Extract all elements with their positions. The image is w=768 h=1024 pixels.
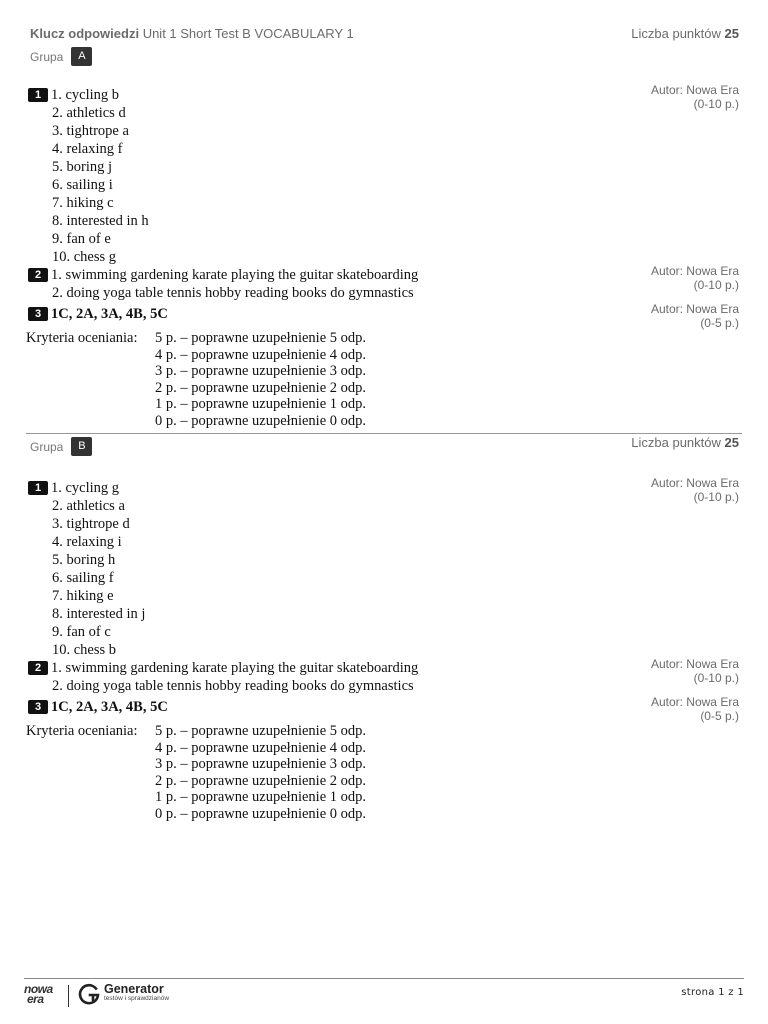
points-total-a <box>631 26 739 41</box>
criteria-row: 4 p. – poprawne uzupełnienie 4 odp. <box>155 346 367 363</box>
task-1-author-a <box>651 84 739 111</box>
answer-item: 1C, 2A, 3A, 4B, 5C <box>51 699 168 715</box>
answer-item: 2. athletics a <box>52 498 125 514</box>
criteria-label: Kryteria oceniania: <box>26 723 138 739</box>
criteria-label: Kryteria oceniania: <box>26 330 138 346</box>
author-label: Autor: Nowa Era <box>650 476 739 490</box>
points-range: (0-5 p.) <box>700 708 739 723</box>
task-1-group-a <box>28 86 149 266</box>
points-label: Liczba punktów <box>631 435 721 450</box>
answer-item: 7. hiking e <box>52 588 114 604</box>
criteria-row: 0 p. – poprawne uzupełnienie 0 odp. <box>155 412 367 429</box>
criteria-row: 0 p. – poprawne uzupełnienie 0 odp. <box>155 805 367 822</box>
answer-item: 2. doing yoga table tennis hobby reading books do gymnastics <box>52 285 414 301</box>
task-2-author-a <box>651 265 739 292</box>
author-label: Autor: Nowa Era <box>650 657 739 671</box>
generator-g-icon <box>77 982 101 1006</box>
points-range: (0-10 p.) <box>693 670 739 685</box>
answer-item: 8. interested in j <box>52 606 146 622</box>
points-label: Liczba punktów <box>631 26 721 41</box>
task-3-author-b <box>651 696 739 723</box>
answer-item: 9. fan of e <box>52 231 111 247</box>
author-label: Autor: Nowa Era <box>650 695 739 709</box>
criteria-row: 5 p. – poprawne uzupełnienie 5 odp. <box>155 330 367 346</box>
answer-item: 1C, 2A, 3A, 4B, 5C <box>51 306 168 322</box>
points-range: (0-10 p.) <box>693 489 739 504</box>
task-2-group-b <box>28 659 418 695</box>
task-number-badge: 2 <box>28 268 48 282</box>
points-total-b <box>631 435 739 450</box>
answer-item: 5. boring j <box>52 159 113 175</box>
answer-item: 10. chess g <box>52 249 117 265</box>
answer-item: 2. athletics d <box>52 105 126 121</box>
answer-item: 4. relaxing f <box>52 141 123 157</box>
group-divider <box>26 433 742 434</box>
task-number-badge: 2 <box>28 661 48 675</box>
criteria-row: 4 p. – poprawne uzupełnienie 4 odp. <box>155 739 367 756</box>
answer-item: 2. doing yoga table tennis hobby reading books do gymnastics <box>52 678 414 694</box>
answer-item: 6. sailing f <box>52 570 114 586</box>
author-label: Autor: Nowa Era <box>650 83 739 97</box>
generator-title: Generator <box>104 982 164 996</box>
answer-key-label: Klucz odpowiedzi <box>30 26 140 41</box>
generator-subtitle: testów i sprawdzianów <box>104 995 170 1002</box>
answer-item: 10. chess b <box>52 642 117 658</box>
task-2-group-a <box>28 266 418 302</box>
criteria-row: 3 p. – poprawne uzupełnienie 3 odp. <box>155 756 367 772</box>
group-label: Grupa <box>30 49 64 64</box>
criteria-row: 5 p. – poprawne uzupełnienie 5 odp. <box>155 723 367 739</box>
task-1-group-b <box>28 479 145 659</box>
group-label: Grupa <box>30 439 64 454</box>
criteria-row: 2 p. – poprawne uzupełnienie 2 odp. <box>155 379 367 396</box>
points-range: (0-10 p.) <box>693 96 739 111</box>
author-label: Autor: Nowa Era <box>650 302 739 316</box>
answer-item: 1. swimming gardening karate playing the guitar skateboarding <box>51 267 419 283</box>
answer-item: 5. boring h <box>52 552 116 568</box>
answer-item: 3. tightrope d <box>52 516 130 532</box>
task-number-badge: 1 <box>28 481 48 495</box>
criteria-row: 2 p. – poprawne uzupełnienie 2 odp. <box>155 772 367 789</box>
task-3-author-a <box>651 303 739 330</box>
page-footer <box>24 982 744 1010</box>
answer-item: 9. fan of c <box>52 624 111 640</box>
logo-era-text: era <box>27 992 44 1006</box>
group-badge-b: B <box>71 437 92 456</box>
group-a-row <box>30 47 92 66</box>
logo-nowa-text: nowa <box>24 982 53 996</box>
points-value: 25 <box>724 26 739 41</box>
answer-item: 4. relaxing i <box>52 534 122 550</box>
page-number: strona 1 z 1 <box>681 987 744 998</box>
task-number-badge: 1 <box>28 88 48 102</box>
criteria-row: 3 p. – poprawne uzupełnienie 3 odp. <box>155 363 367 379</box>
task-2-author-b <box>651 658 739 685</box>
answer-item: 7. hiking c <box>52 195 114 211</box>
task-number-badge: 3 <box>28 700 48 714</box>
criteria-row: 1 p. – poprawne uzupełnienie 1 odp. <box>155 396 367 412</box>
task-3-group-a <box>28 305 168 323</box>
nowa-era-logo <box>24 984 58 1004</box>
task-1-author-b <box>651 477 739 504</box>
logo-separator <box>68 985 69 1007</box>
footer-divider <box>24 978 744 979</box>
answer-item: 8. interested in h <box>52 213 149 229</box>
task-3-group-b <box>28 698 168 716</box>
task-number-badge: 3 <box>28 307 48 321</box>
test-title: Unit 1 Short Test B VOCABULARY 1 <box>142 26 354 41</box>
author-label: Autor: Nowa Era <box>650 264 739 278</box>
points-range: (0-10 p.) <box>693 277 739 292</box>
criteria-row: 1 p. – poprawne uzupełnienie 1 odp. <box>155 789 367 805</box>
answer-item: 1. cycling g <box>51 480 120 496</box>
points-value: 25 <box>724 435 739 450</box>
group-b-row <box>30 437 92 456</box>
answer-item: 1. cycling b <box>51 87 120 103</box>
group-badge-a: A <box>71 47 92 66</box>
answer-item: 3. tightrope a <box>52 123 129 139</box>
answer-item: 1. swimming gardening karate playing the guitar skateboarding <box>51 660 419 676</box>
points-range: (0-5 p.) <box>700 315 739 330</box>
answer-item: 6. sailing i <box>52 177 113 193</box>
